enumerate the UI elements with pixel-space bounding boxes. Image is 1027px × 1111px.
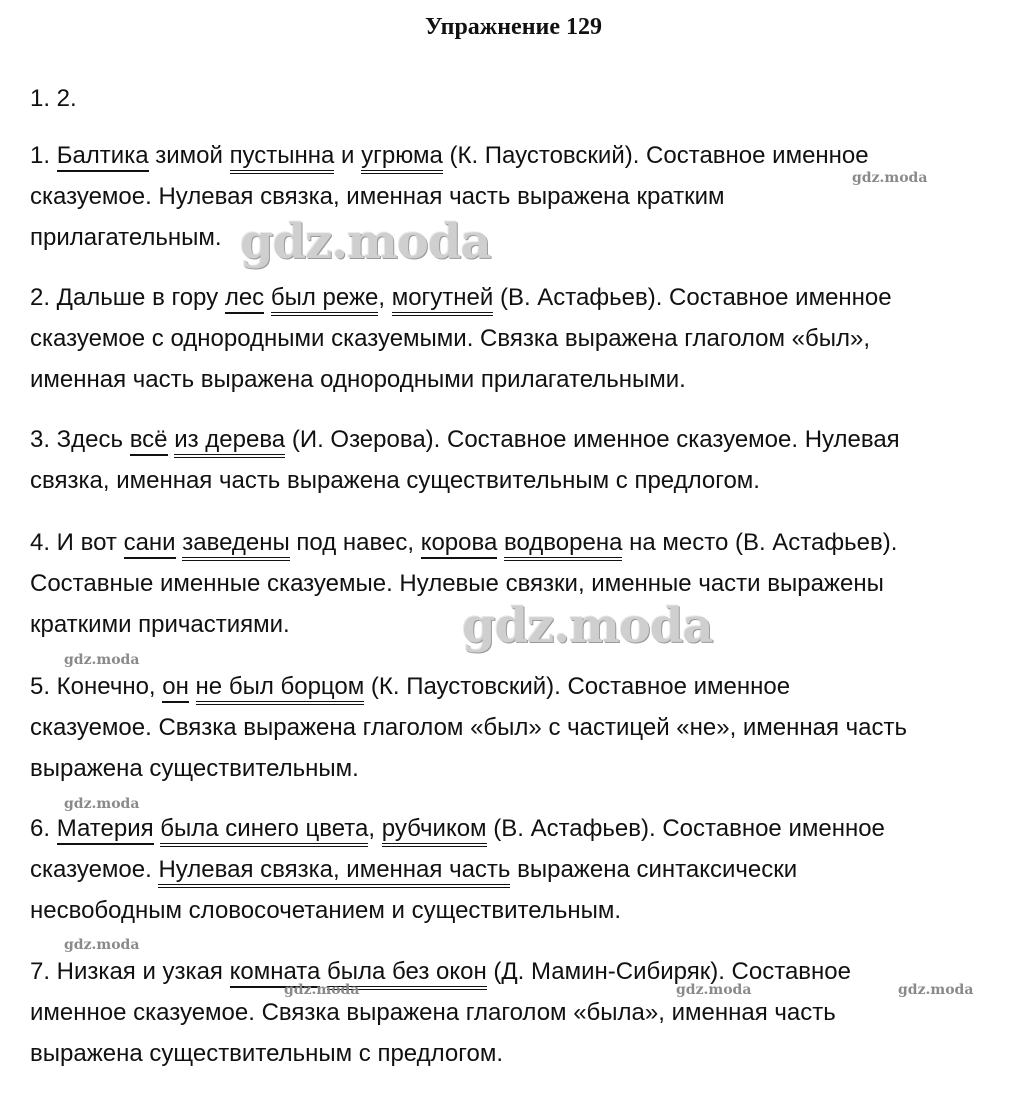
text: 7. Низкая и узкая	[30, 958, 230, 985]
predicate: заведены	[182, 529, 290, 561]
line: именное сказуемое. Связка выражена глаголом «была», именная часть	[30, 999, 836, 1026]
subject: комната	[230, 958, 321, 988]
sentence-7	[30, 951, 1005, 1074]
watermark: gdz.moda	[64, 937, 140, 953]
text: под навес,	[289, 529, 421, 556]
sentence-5	[30, 666, 1005, 789]
predicate: водворена	[504, 529, 622, 561]
text	[264, 284, 271, 311]
predicate: из дерева	[174, 426, 285, 458]
predicate: была синего цвета	[160, 815, 368, 847]
text: ,	[378, 284, 392, 311]
text: 6.	[30, 815, 57, 842]
line: Составные именные сказуемые. Нулевые связки, именные части выражены	[30, 570, 884, 597]
subject: Материя	[57, 815, 154, 845]
text: 4. И вот	[30, 529, 124, 556]
text: выражена синтаксически	[510, 856, 798, 883]
text: ,	[368, 815, 382, 842]
text: зимой	[148, 142, 230, 169]
text: на место (В. Астафьев).	[622, 529, 898, 556]
task-numbers: 1. 2.	[30, 85, 77, 112]
line: сказуемое с однородными сказуемыми. Связка выражена глаголом «был»,	[30, 325, 871, 352]
watermark: gdz.moda	[898, 982, 974, 998]
text: (Д. Мамин-Сибиряк). Составное	[486, 958, 851, 985]
predicate: могутней	[392, 284, 494, 316]
subject: Балтика	[57, 142, 149, 172]
line: именная часть выражена однородными прилагательными.	[30, 366, 686, 393]
text: (В. Астафьев). Составное именное	[493, 284, 892, 311]
text: 1.	[30, 142, 57, 169]
predicate: была без окон	[327, 958, 487, 990]
line: прилагательным.	[30, 224, 222, 251]
exercise-title: Упражнение 129	[424, 14, 602, 40]
watermark: gdz.moda	[676, 982, 752, 998]
text: (И. Озерова). Составное именное сказуемое. Нулевая	[285, 426, 900, 453]
text	[497, 529, 504, 556]
sentence-6	[30, 808, 1005, 931]
sentence-2	[30, 277, 1005, 400]
text: 3. Здесь	[30, 426, 130, 453]
line: несвободным словосочетанием и существительным.	[30, 897, 622, 924]
sentence-4	[30, 522, 1005, 645]
line: выражена существительным.	[30, 755, 359, 782]
watermark: gdz.moda	[64, 796, 140, 812]
sentence-3	[30, 419, 1005, 501]
line: краткими причастиями.	[30, 611, 290, 638]
line: связка, именная часть выражена существительным с предлогом.	[30, 467, 760, 494]
predicate: не был борцом	[196, 673, 365, 705]
subject: лес	[225, 284, 264, 314]
text: (В. Астафьев). Составное именное	[486, 815, 885, 842]
text: (К. Паустовский). Составное именное	[364, 673, 791, 700]
watermark: gdz.moda	[462, 598, 713, 654]
subject: он	[162, 673, 189, 703]
watermark: gdz.moda	[852, 170, 928, 186]
text: 5. Конечно,	[30, 673, 163, 700]
text	[189, 673, 196, 700]
line: выражена существительным с предлогом.	[30, 1040, 503, 1067]
predicate: был реже	[271, 284, 379, 316]
text: и	[334, 142, 362, 169]
sentence-1	[30, 135, 1005, 258]
predicate: Нулевая связка, именная часть	[158, 856, 510, 888]
subject: сани	[124, 529, 176, 559]
predicate: угрюма	[361, 142, 443, 174]
text: 2. Дальше в гору	[30, 284, 225, 311]
predicate: пустынна	[230, 142, 335, 174]
subject: корова	[421, 529, 498, 559]
subject: всё	[130, 426, 168, 456]
text: сказуемое.	[30, 856, 159, 883]
predicate: рубчиком	[382, 815, 487, 847]
watermark: gdz.moda	[240, 214, 491, 270]
watermark: gdz.moda	[64, 652, 140, 668]
text: (К. Паустовский). Составное именное	[442, 142, 869, 169]
line: сказуемое. Связка выражена глаголом «был» с частицей «не», именная часть	[30, 714, 908, 741]
line: сказуемое. Нулевая связка, именная часть выражена кратким	[30, 183, 725, 210]
watermark: gdz.moda	[284, 982, 360, 998]
